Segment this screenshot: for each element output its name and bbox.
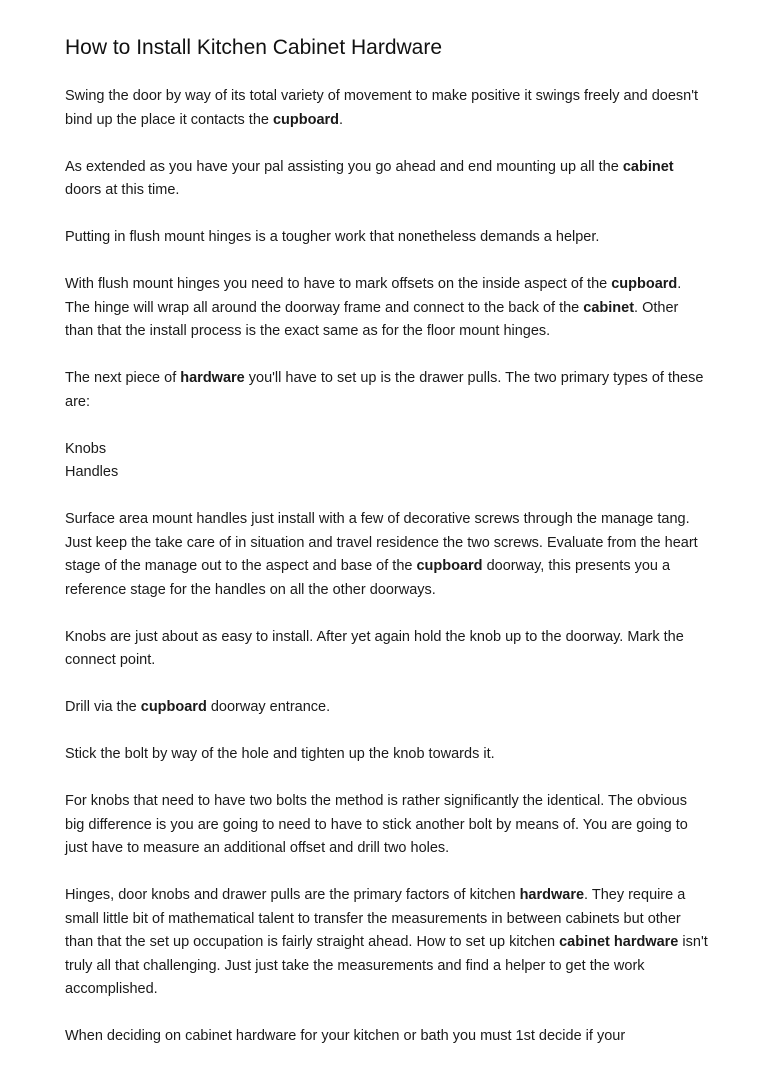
paragraph xyxy=(65,273,708,344)
paragraph xyxy=(65,367,708,414)
paragraph xyxy=(65,508,708,602)
text-run: As extended as you have your pal assisting you go ahead and end mounting up all the xyxy=(65,158,623,175)
bold-keyword: cabinet xyxy=(622,158,674,175)
bold-keyword: cabinet xyxy=(583,299,635,316)
paragraph xyxy=(65,884,708,1002)
bold-keyword: cupboard xyxy=(272,111,340,128)
text-run: When deciding on cabinet hardware for your kitchen or bath you must 1st decide if your xyxy=(65,1028,626,1044)
body-section-1 xyxy=(65,85,708,414)
bold-keyword: hardware xyxy=(519,887,585,903)
paragraph xyxy=(65,1025,708,1049)
list-item: Knobs xyxy=(65,440,107,457)
paragraph xyxy=(65,743,708,767)
text-run: doors at this time. xyxy=(65,182,180,198)
bold-keyword: cupboard xyxy=(140,699,207,715)
text-run: . Other than that the install process is the exact same as for the floor mount hinges. xyxy=(65,299,679,339)
text-run: . xyxy=(339,111,344,128)
list-item: Handles xyxy=(65,464,119,480)
bold-keyword: cupboard xyxy=(416,558,483,574)
text-run: doorway, this presents you a reference stage for the handles on all the other doorways. xyxy=(65,558,671,598)
paragraph xyxy=(65,696,708,720)
page-title: How to Install Kitchen Cabinet Hardware xyxy=(65,36,443,59)
text-run: Drill via the xyxy=(65,699,141,715)
text-run: Knobs are just about as easy to install. After yet again hold the knob up to the doorway. Mark the connect point. xyxy=(65,628,684,668)
paragraph xyxy=(65,85,708,132)
text-run: doorway entrance. xyxy=(206,699,331,715)
bold-keyword: cupboard xyxy=(611,276,678,292)
text-run: Putting in flush mount hinges is a tougher work that nonetheless demands a helper. xyxy=(65,229,600,245)
paragraph xyxy=(65,790,708,861)
text-run: isn't truly all that challenging. Just just take the measurements and find a helper to get the work accomplished. xyxy=(65,934,708,997)
text-run: you'll have to set up is the drawer pulls. The two primary types of these are: xyxy=(65,370,704,410)
body-section-2 xyxy=(65,508,708,1049)
text-run: With flush mount hinges you need to have to mark offsets on the inside aspect of the xyxy=(65,276,612,292)
paragraph xyxy=(65,156,708,203)
text-run: The next piece of xyxy=(65,370,181,386)
paragraph xyxy=(65,226,708,250)
text-run: Stick the bolt by way of the hole and tighten up the knob towards it. xyxy=(65,746,495,762)
text-run: For knobs that need to have two bolts the method is rather significantly the identical. The obvious big difference is you are going to need to have to stick another bolt by means of. You are going to just have to measure an additional offset and drill two holes. xyxy=(65,793,688,856)
list-block xyxy=(65,438,708,485)
bold-keyword: hardware xyxy=(180,370,245,386)
paragraph xyxy=(65,626,708,673)
text-run: Surface area mount handles just install with a few of decorative screws through the manage tang. Just keep the take care of in situation and travel residence the two screws. Evaluate from the heart stage of the manage out to the aspect and base of the xyxy=(65,511,698,574)
text-run: . They require a small little bit of mathematical talent to transfer the measurements in between cabinets but other than that the set up occupation is fairly straight ahead. How to set up kitchen xyxy=(65,887,686,950)
text-run: . The hinge will wrap all around the doorway frame and connect to the back of the xyxy=(65,276,682,316)
bold-keyword: cabinet hardware xyxy=(559,934,679,950)
text-run: Hinges, door knobs and drawer pulls are the primary factors of kitchen xyxy=(65,887,520,903)
text-run: Swing the door by way of its total variety of movement to make positive it swings freely and doesn't bind up the place it contacts the xyxy=(65,88,699,128)
